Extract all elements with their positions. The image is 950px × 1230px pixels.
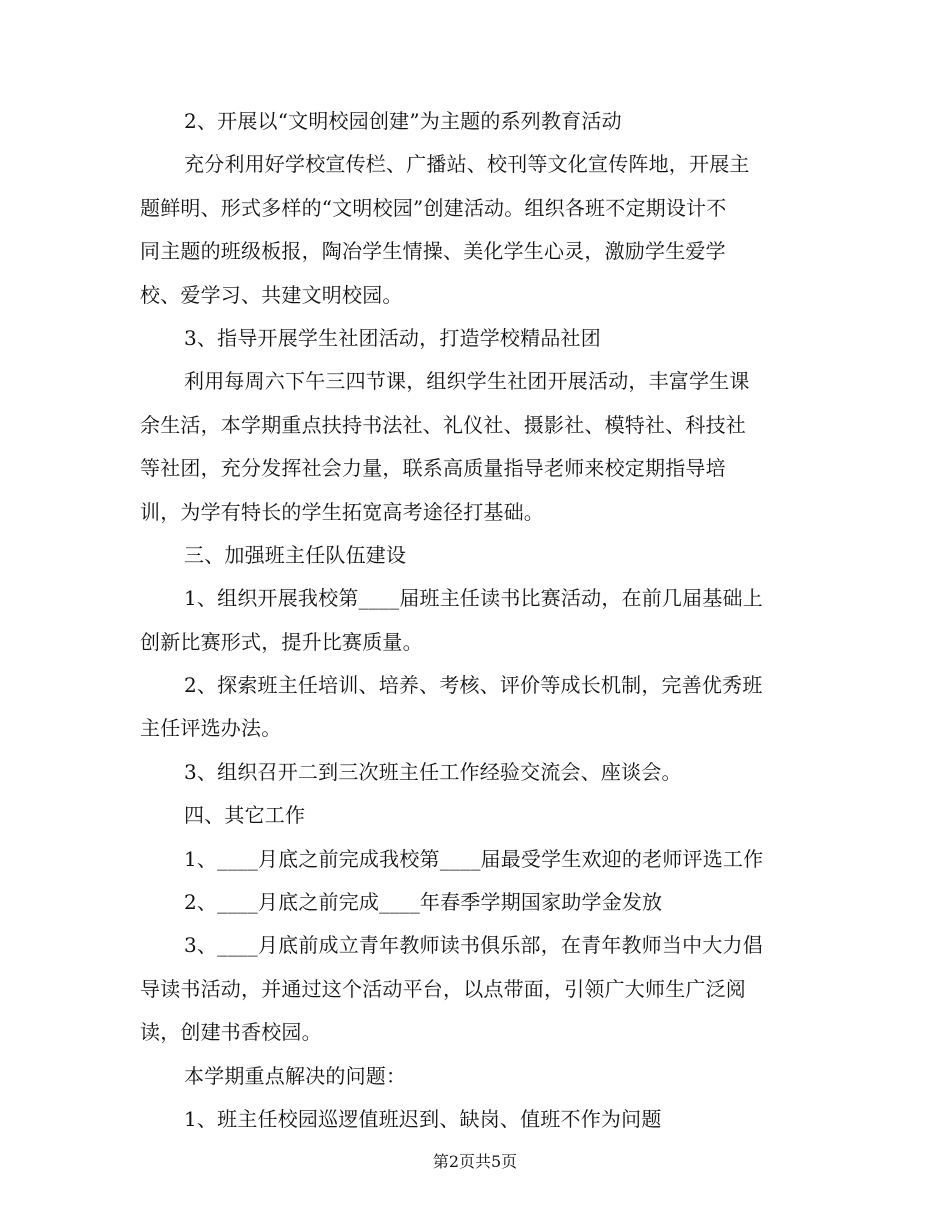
section-heading: 2、开展以“文明校园创建”为主题的系列教育活动 [184, 109, 622, 133]
paragraph-line: 1、班主任校园巡逻值班迟到、缺岗、值班不作为问题 [184, 1106, 662, 1131]
paragraph-line: 余生活，本学期重点扶持书法社、礼仪社、摄影社、模特社、科技社 [140, 412, 746, 437]
document-body [140, 100, 812, 1141]
section-heading: 本学期重点解决的问题： [184, 1063, 407, 1088]
paragraph-line: 训，为学有特长的学生拓宽高考途径打基础。 [140, 499, 544, 524]
paragraph-line: 1、____月底之前完成我校第____届最受学生欢迎的老师评选工作 [184, 846, 764, 871]
paragraph-line: 充分利用好学校宣传栏、广播站、校刊等文化宣传阵地，开展主 [184, 152, 750, 177]
section-heading: 四、其它工作 [184, 803, 306, 828]
paragraph-line: 3、组织召开二到三次班主任工作经验交流会、座谈会。 [184, 759, 682, 784]
paragraph-line: 1、组织开展我校第____届班主任读书比赛活动，在前几届基础上 [184, 586, 763, 611]
page-number-footer: 第2页共5页 [432, 1152, 518, 1171]
paragraph-line: 同主题的班级板报，陶冶学生情操、美化学生心灵，激励学生爱学 [140, 239, 726, 264]
paragraph-line: 读，创建书香校园。 [140, 1020, 322, 1045]
section-heading: 3、指导开展学生社团活动，打造学校精品社团 [184, 325, 601, 350]
paragraph-line: 等社团，充分发挥社会力量，联系高质量指导老师来校定期指导培 [140, 456, 726, 481]
paragraph-line: 2、探索班主任培训、培养、考核、评价等成长机制，完善优秀班 [184, 673, 763, 698]
paragraph-line: 校、爱学习、共建文明校园。 [140, 282, 403, 307]
paragraph-line: 创新比赛形式，提升比赛质量。 [140, 629, 423, 654]
paragraph-line: 主任评选办法。 [140, 716, 282, 741]
paragraph-line: 2、____月底之前完成____年春季学期国家助学金发放 [184, 890, 663, 915]
paragraph-line: 题鲜明、形式多样的“文明校园”创建活动。组织各班不定期设计不 [140, 195, 727, 220]
paragraph-line: 导读书活动，并通过这个活动平台，以点带面，引领广大师生广泛阅 [140, 976, 746, 1001]
paragraph-line: 利用每周六下午三四节课，组织学生社团开展活动，丰富学生课 [184, 369, 750, 394]
section-heading: 三、加强班主任队伍建设 [184, 542, 407, 567]
paragraph-line: 3、____月底前成立青年教师读书俱乐部，在青年教师当中大力倡 [184, 933, 763, 958]
